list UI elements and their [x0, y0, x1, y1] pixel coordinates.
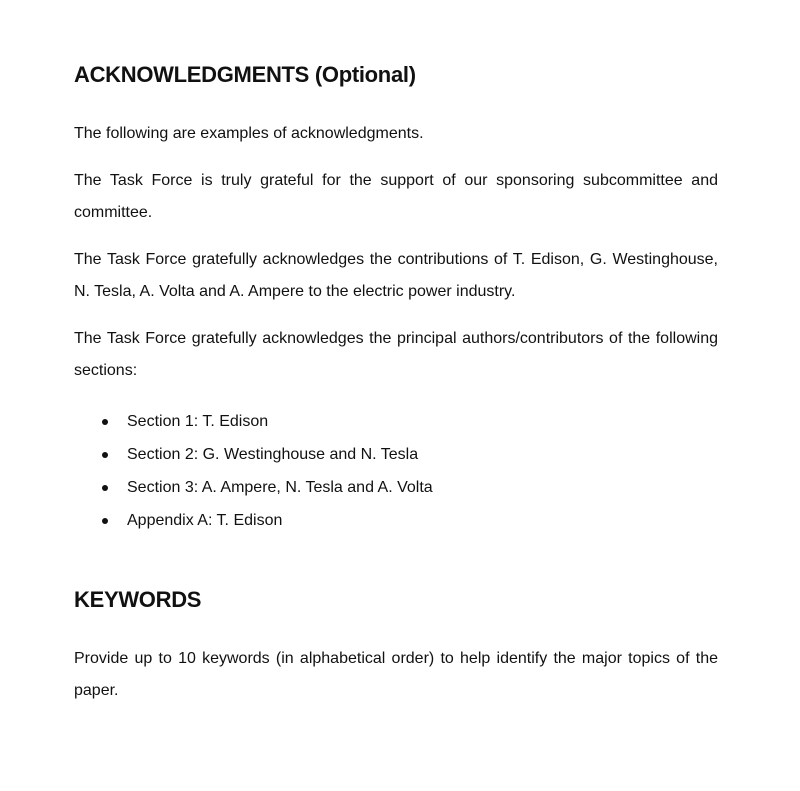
- acknowledgments-paragraph-authors: The Task Force gratefully acknowledges the principal authors/contributors of the following sections:: [74, 330, 718, 379]
- acknowledgments-paragraph-sponsor: The Task Force is truly grateful for the support of our sponsoring subcommittee and committee.: [74, 172, 718, 221]
- bullet-icon: [102, 485, 108, 491]
- list-item: [74, 471, 433, 504]
- list-item: [74, 504, 433, 537]
- list-item: [74, 438, 433, 471]
- keywords-heading: KEYWORDS: [74, 587, 202, 612]
- keywords-paragraph: Provide up to 10 keywords (in alphabetical order) to help identify the major topics of the paper.: [74, 650, 718, 699]
- section-contributors-list: [74, 405, 433, 537]
- bullet-icon: [102, 518, 108, 524]
- list-item-text: Section 2: G. Westinghouse and N. Tesla: [127, 446, 419, 463]
- list-item-text: Section 1: T. Edison: [127, 413, 269, 430]
- bullet-icon: [102, 419, 108, 425]
- acknowledgments-heading: ACKNOWLEDGMENTS (Optional): [74, 62, 416, 87]
- list-item: [74, 405, 433, 438]
- list-item-text: Appendix A: T. Edison: [127, 512, 283, 529]
- acknowledgments-paragraph-intro: The following are examples of acknowledgments.: [74, 125, 424, 142]
- bullet-icon: [102, 452, 108, 458]
- list-item-text: Section 3: A. Ampere, N. Tesla and A. Volta: [127, 479, 433, 496]
- acknowledgments-paragraph-contributions: The Task Force gratefully acknowledges the contributions of T. Edison, G. Westinghouse, N. Tesla, A. Volta and A. Ampere to the electric power industry.: [74, 251, 718, 300]
